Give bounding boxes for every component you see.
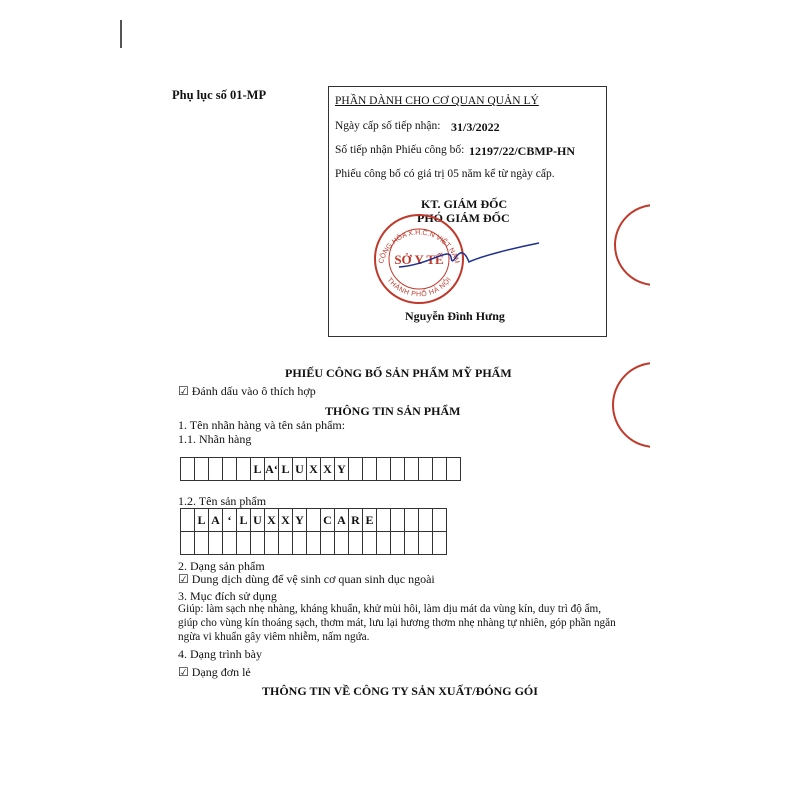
- grid-cell: X: [265, 509, 279, 532]
- grid-cell: E: [363, 509, 377, 532]
- grid-cell: [405, 509, 419, 532]
- grid-cell: [419, 509, 433, 532]
- grid-cell: L: [195, 509, 209, 532]
- section-product: THÔNG TIN SẢN PHẨM: [325, 404, 461, 418]
- grid-cell: [433, 458, 447, 481]
- grid-cell: A: [209, 509, 223, 532]
- question-1: 1. Tên nhãn hàng và tên sản phẩm:: [178, 418, 346, 432]
- validity-text: Phiếu công bố có giá trị 05 năm kể từ ngày cấp.: [335, 168, 555, 180]
- signer-name: Nguyễn Đình Hưng: [405, 309, 505, 323]
- appendix-label: Phụ lục số 01-MP: [172, 88, 267, 102]
- grid-cell: [391, 532, 405, 555]
- side-stamps: [610, 195, 650, 465]
- grid-cell: [433, 509, 447, 532]
- grid-cell: [251, 532, 265, 555]
- question-1-2: 1.2. Tên sản phẩm: [178, 494, 267, 508]
- grid-cell: Y: [293, 509, 307, 532]
- grid-cell: [349, 532, 363, 555]
- question-1-1: 1.1. Nhãn hàng: [178, 432, 252, 446]
- question-2-answer: ☑ Dung dịch dùng để vệ sinh cơ quan sinh dục ngoài: [178, 572, 435, 586]
- stamp-top-text: CỘNG HÒA X.H.C.N VIỆT NAM: [377, 229, 461, 265]
- signer-title-2: PHÓ GIÁM ĐỐC: [417, 211, 510, 225]
- section-company: THÔNG TIN VỀ CÔNG TY SẢN XUẤT/ĐÓNG GÓI: [262, 684, 538, 698]
- grid-cell: L: [251, 458, 265, 481]
- grid-cell: Y: [335, 458, 349, 481]
- grid-cell: C: [321, 509, 335, 532]
- grid-cell: [195, 532, 209, 555]
- product-grid: [180, 508, 447, 555]
- grid-cell: A‘: [265, 458, 279, 481]
- question-4-answer: ☑ Dạng đơn lẻ: [178, 665, 251, 679]
- grid-cell: [279, 532, 293, 555]
- brand-grid: [180, 457, 461, 481]
- number-label: Số tiếp nhận Phiếu công bố:: [335, 144, 465, 156]
- grid-cell: X: [307, 458, 321, 481]
- grid-cell: [181, 509, 195, 532]
- grid-cell: U: [251, 509, 265, 532]
- grid-cell: U: [293, 458, 307, 481]
- grid-cell: [419, 458, 433, 481]
- question-3-answer: Giúp: làm sạch nhẹ nhàng, kháng khuẩn, khử mùi hôi, làm dịu mát da vùng kín, duy trì độ ẩm, giúp cho vùng kín thoáng sạch, thơm mát, lưu lại hương thơm nhẹ nhàng tự nhiên, góp phần ngăn ngừa vi khuẩn gây viêm nhiễm, nấm ngứa.: [178, 603, 616, 643]
- grid-cell: [391, 458, 405, 481]
- grid-cell: [447, 458, 461, 481]
- number-value: 12197/22/CBMP-HN: [469, 144, 575, 158]
- grid-cell: A: [335, 509, 349, 532]
- stamp-center-text: SỞ Y TẾ: [394, 252, 444, 267]
- instruction: ☑ Đánh dấu vào ô thích hợp: [178, 384, 316, 398]
- question-3: 3. Mục đích sử dụng: [178, 589, 277, 603]
- grid-cell: [307, 509, 321, 532]
- grid-cell: [377, 532, 391, 555]
- grid-cell: [349, 458, 363, 481]
- grid-cell: [377, 509, 391, 532]
- grid-cell: [237, 458, 251, 481]
- grid-cell: [419, 532, 433, 555]
- management-heading: PHẦN DÀNH CHO CƠ QUAN QUẢN LÝ: [335, 95, 539, 107]
- grid-cell: [293, 532, 307, 555]
- date-label: Ngày cấp số tiếp nhận:: [335, 120, 441, 132]
- signer-title-1: KT. GIÁM ĐỐC: [421, 197, 508, 211]
- grid-cell: R: [349, 509, 363, 532]
- scan-mark: [120, 20, 122, 48]
- question-4: 4. Dạng trình bày: [178, 647, 262, 661]
- management-box: [328, 86, 607, 337]
- grid-cell: [321, 532, 335, 555]
- grid-cell: L: [237, 509, 251, 532]
- grid-cell: ‘: [223, 509, 237, 532]
- grid-cell: [237, 532, 251, 555]
- grid-cell: [377, 458, 391, 481]
- grid-cell: X: [279, 509, 293, 532]
- grid-cell: [307, 532, 321, 555]
- grid-cell: [209, 458, 223, 481]
- grid-cell: [209, 532, 223, 555]
- grid-cell: [391, 509, 405, 532]
- grid-cell: [265, 532, 279, 555]
- grid-cell: [223, 532, 237, 555]
- grid-cell: [363, 458, 377, 481]
- stamp-bottom-text: THÀNH PHỐ HÀ NỘI: [385, 276, 453, 299]
- grid-cell: [181, 458, 195, 481]
- grid-cell: L: [279, 458, 293, 481]
- question-2: 2. Dạng sản phẩm: [178, 559, 265, 573]
- grid-cell: [181, 532, 195, 555]
- date-value: 31/3/2022: [451, 120, 500, 134]
- grid-cell: [433, 532, 447, 555]
- official-stamp: [359, 207, 559, 317]
- grid-cell: [195, 458, 209, 481]
- grid-cell: [335, 532, 349, 555]
- grid-cell: [405, 458, 419, 481]
- grid-cell: [405, 532, 419, 555]
- grid-cell: X: [321, 458, 335, 481]
- grid-cell: [223, 458, 237, 481]
- form-title: PHIẾU CÔNG BỐ SẢN PHẨM MỸ PHẨM: [285, 366, 512, 380]
- grid-cell: [363, 532, 377, 555]
